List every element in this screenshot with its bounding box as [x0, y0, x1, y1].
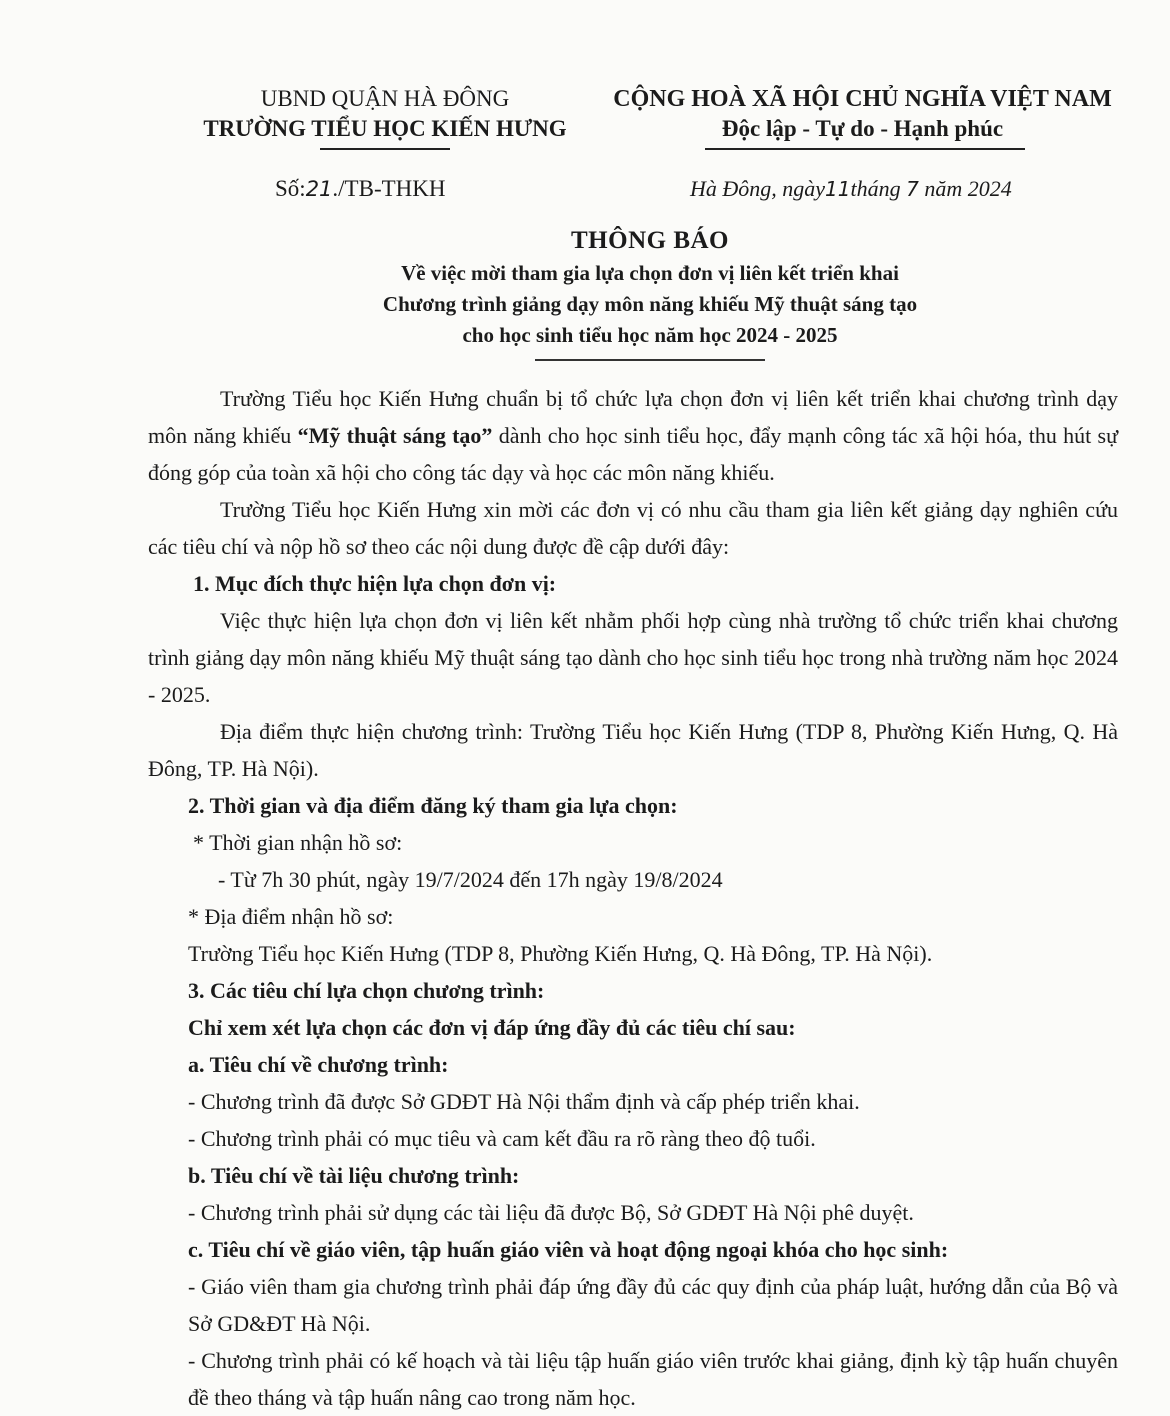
section-2-heading: 2. Thời gian và địa điểm đăng ký tham gia lựa chọn: [188, 793, 678, 818]
intro-text-b: dành cho học sinh tiểu học, đẩy mạnh công tác xã hội hóa, thu hút sự đóng góp của toàn xã hội cho công tác dạy và học các môn năng khiếu. [148, 423, 1118, 485]
criteria-c-heading: c. Tiêu chí về giáo viên, tập huấn giáo viên và hoạt động ngoại khóa cho học sinh: [188, 1237, 949, 1262]
school-name: TRƯỜNG TIỂU HỌC KIẾN HƯNG [203, 116, 567, 141]
district-name: UBND QUẬN HÀ ĐÔNG [260, 86, 510, 111]
paragraph-location: Địa điểm thực hiện chương trình: Trường Tiểu học Kiến Hưng (TDP 8, Phường Kiến Hưng, Q. Hà Đông, TP. Hà Nội). [148, 719, 1118, 781]
document-number [275, 176, 446, 202]
receive-time-label: * Thời gian nhận hồ sơ: [193, 830, 403, 855]
subtitle-line-1: Về việc mời tham gia lựa chọn đơn vị liên kết triển khai [401, 261, 899, 285]
intro-program-name: “Mỹ thuật sáng tạo” [297, 423, 493, 448]
section-3-subheading: Chỉ xem xét lựa chọn các đơn vị đáp ứng đầy đủ các tiêu chí sau: [188, 1015, 796, 1040]
date-prefix: Hà Đông, ngày [690, 176, 826, 201]
number-suffix: ./TB-THKH [332, 176, 446, 201]
criteria-a-item-2: - Chương trình phải có mục tiêu và cam kết đầu ra rõ ràng theo độ tuổi. [188, 1126, 816, 1151]
paragraph-purpose: Việc thực hiện lựa chọn đơn vị liên kết nhằm phối hợp cùng nhà trường tổ chức triển khai chương trình giảng dạy môn năng khiếu Mỹ thuật sáng tạo dành cho học sinh tiểu học trong nhà trường năm học 2024 - 2025. [148, 608, 1118, 707]
criteria-b-item-1: - Chương trình phải sử dụng các tài liệu đã được Bộ, Sở GDĐT Hà Nội phê duyệt. [188, 1200, 914, 1225]
national-header [600, 84, 1125, 150]
country-name: CỘNG HOÀ XÃ HỘI CHỦ NGHĨA VIỆT NAM [613, 86, 1112, 112]
motto: Độc lập - Tự do - Hạnh phúc [721, 116, 1004, 141]
date-mid: tháng [850, 176, 901, 201]
criteria-c-item-1: - Giáo viên tham gia chương trình phải đáp ứng đầy đủ các quy định của pháp luật, hướng dẫn của Bộ và Sở GD&ĐT Hà Nội. [188, 1274, 1118, 1336]
criteria-c-item-2: - Chương trình phải có kế hoạch và tài liệu tập huấn giáo viên trước khai giảng, định kỳ tập huấn chuyên đề theo tháng và tập huấn nâng cao trong năm học. [188, 1348, 1118, 1410]
header-underline-left [320, 148, 450, 150]
criteria-b-heading: b. Tiêu chí về tài liệu chương trình: [188, 1163, 520, 1188]
date-month: 7 [906, 177, 919, 201]
receive-place-label: * Địa điểm nhận hồ sơ: [188, 904, 394, 929]
issuing-authority [195, 84, 575, 150]
title-underline [535, 359, 765, 361]
subtitle-line-3: cho học sinh tiểu học năm học 2024 - 2025 [462, 323, 838, 347]
receive-time-value: - Từ 7h 30 phút, ngày 19/7/2024 đến 17h ngày 19/8/2024 [218, 867, 723, 892]
section-1-heading: 1. Mục đích thực hiện lựa chọn đơn vị: [193, 571, 557, 596]
criteria-a-item-1: - Chương trình đã được Sở GDĐT Hà Nội thẩm định và cấp phép triển khai. [188, 1089, 860, 1114]
title-block [200, 224, 1100, 361]
receive-place-value: Trường Tiểu học Kiến Hưng (TDP 8, Phường Kiến Hưng, Q. Hà Đông, TP. Hà Nội). [188, 941, 933, 966]
document-body [148, 380, 1118, 1416]
paragraph-intro [148, 380, 1118, 491]
number-handwritten: 21 [305, 177, 333, 201]
criteria-a-heading: a. Tiêu chí về chương trình: [188, 1052, 449, 1077]
paragraph-invitation: Trường Tiểu học Kiến Hưng xin mời các đơn vị có nhu cầu tham gia liên kết giảng dạy nghiên cứu các tiêu chí và nộp hồ sơ theo các nội dung được đề cập dưới đây: [148, 497, 1118, 559]
subtitle-line-2: Chương trình giảng dạy môn năng khiếu Mỹ thuật sáng tạo [382, 292, 918, 316]
date-suffix: năm 2024 [924, 176, 1012, 201]
date-day: 11 [825, 177, 851, 201]
section-3-heading: 3. Các tiêu chí lựa chọn chương trình: [188, 978, 545, 1003]
document-date [690, 176, 1012, 202]
document-title: THÔNG BÁO [571, 227, 729, 254]
intro-text-a: Trường Tiểu học Kiến Hưng chuẩn bị tổ chức lựa chọn đơn vị liên kết triển khai chương trình dạy môn năng khiếu [148, 386, 1118, 448]
header-underline-right [705, 148, 1025, 150]
number-prefix: Số: [275, 176, 306, 201]
